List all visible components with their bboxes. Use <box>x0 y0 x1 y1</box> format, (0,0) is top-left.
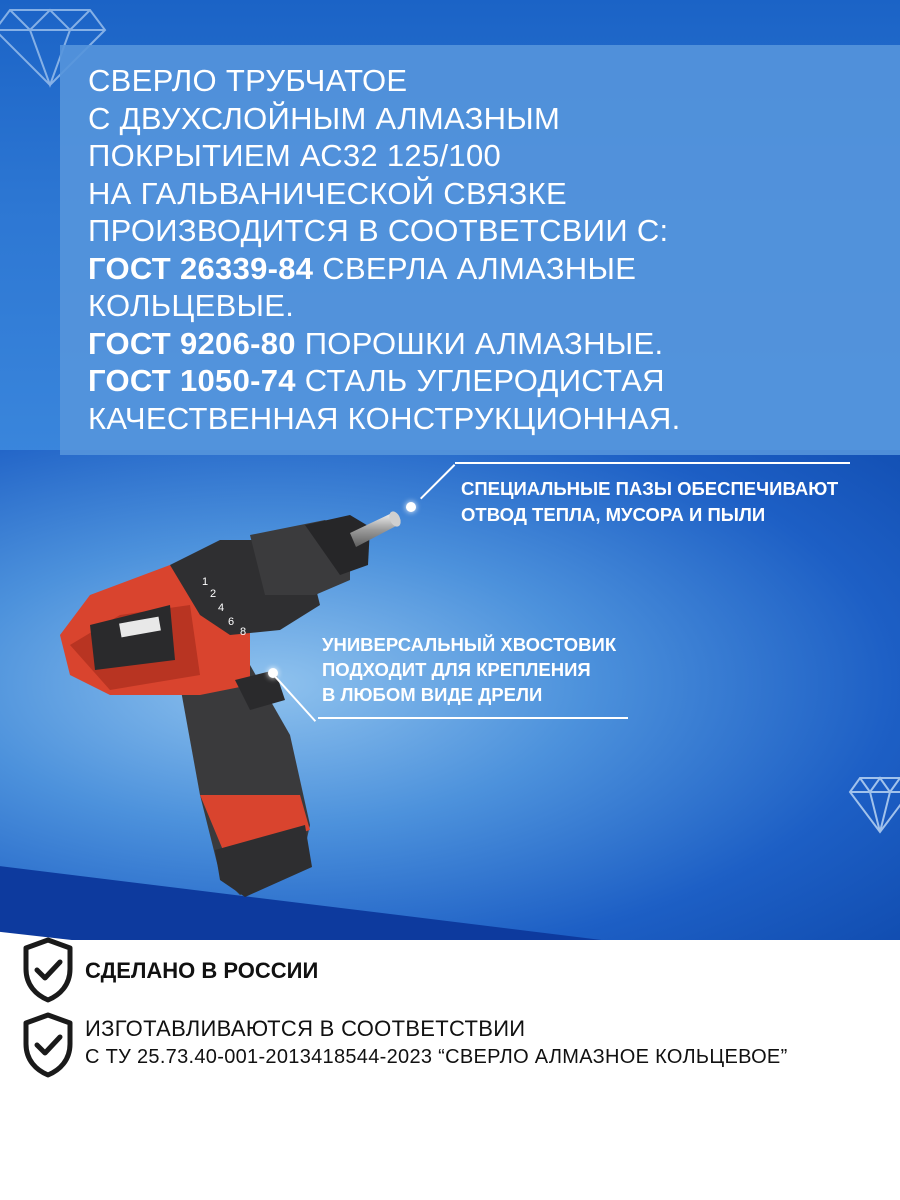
callout-grooves <box>461 476 838 528</box>
speed-mark: 1 <box>202 576 209 588</box>
speed-mark: 4 <box>218 602 225 614</box>
description-line: С ДВУХСЛОЙНЫМ АЛМАЗНЫМ <box>88 100 561 136</box>
callout-line-text: СПЕЦИАЛЬНЫЕ ПАЗЫ ОБЕСПЕЧИВАЮТ <box>461 478 839 499</box>
callout-line-text: ПОДХОДИТ ДЛЯ КРЕПЛЕНИЯ <box>322 659 591 680</box>
shield-check-icon <box>22 937 74 1003</box>
shield-check-icon <box>22 1012 74 1078</box>
standard-item <box>88 250 848 288</box>
standard-item <box>88 362 848 400</box>
callout-line <box>318 717 628 719</box>
speed-mark: 2 <box>210 588 217 600</box>
diamond-icon <box>848 770 900 840</box>
standard-code: ГОСТ 26339-84 <box>88 250 314 286</box>
description-line: ПРОИЗВОДИТСЯ В СООТВЕТСВИИ С: <box>88 213 669 248</box>
made-in-russia: СДЕЛАНО В РОССИИ <box>85 958 319 983</box>
standard-title-cont: КОЛЬЦЕВЫЕ. <box>88 288 295 323</box>
speed-mark: 8 <box>240 626 247 638</box>
description-line: ПОКРЫТИЕМ АС32 125/100 <box>88 138 502 173</box>
callout-line-text: УНИВЕРСАЛЬНЫЙ ХВОСТОВИК <box>322 634 617 655</box>
standard-title: СВЕРЛА АЛМАЗНЫЕ <box>313 250 637 286</box>
standard-code: ГОСТ 9206-80 <box>88 325 296 361</box>
standard-code: ГОСТ 1050-74 <box>88 363 296 398</box>
callout-shank <box>322 632 616 707</box>
description-line: НА ГАЛЬВАНИЧЕСКОЙ СВЯЗКЕ <box>88 175 567 211</box>
speed-mark: 6 <box>228 616 235 628</box>
description-line: СВЕРЛО ТРУБЧАТОЕ <box>88 63 408 98</box>
conformity-text <box>85 1015 788 1071</box>
standard-title: СТАЛЬ УГЛЕРОДИСТАЯ <box>295 363 665 398</box>
callout-dot <box>406 502 416 512</box>
callout-line-text: В ЛЮБОМ ВИДЕ ДРЕЛИ <box>322 684 543 705</box>
conformity-line: ИЗГОТАВЛИВАЮТСЯ В СООТВЕТСТВИИ <box>85 1016 526 1041</box>
callout-line-text: ОТВОД ТЕПЛА, МУСОРА И ПЫЛИ <box>461 504 766 525</box>
conformity-line: С ТУ 25.73.40-001-2013418544-2023 “СВЕРЛО АЛМАЗНОЕ КОЛЬЦЕВОЕ” <box>85 1046 788 1068</box>
standard-title-cont: КАЧЕСТВЕННАЯ КОНСТРУКЦИОННАЯ. <box>88 400 681 436</box>
description-block <box>88 62 848 437</box>
standard-title: ПОРОШКИ АЛМАЗНЫЕ. <box>295 325 664 361</box>
callout-line <box>455 462 850 464</box>
standard-item <box>88 325 848 363</box>
